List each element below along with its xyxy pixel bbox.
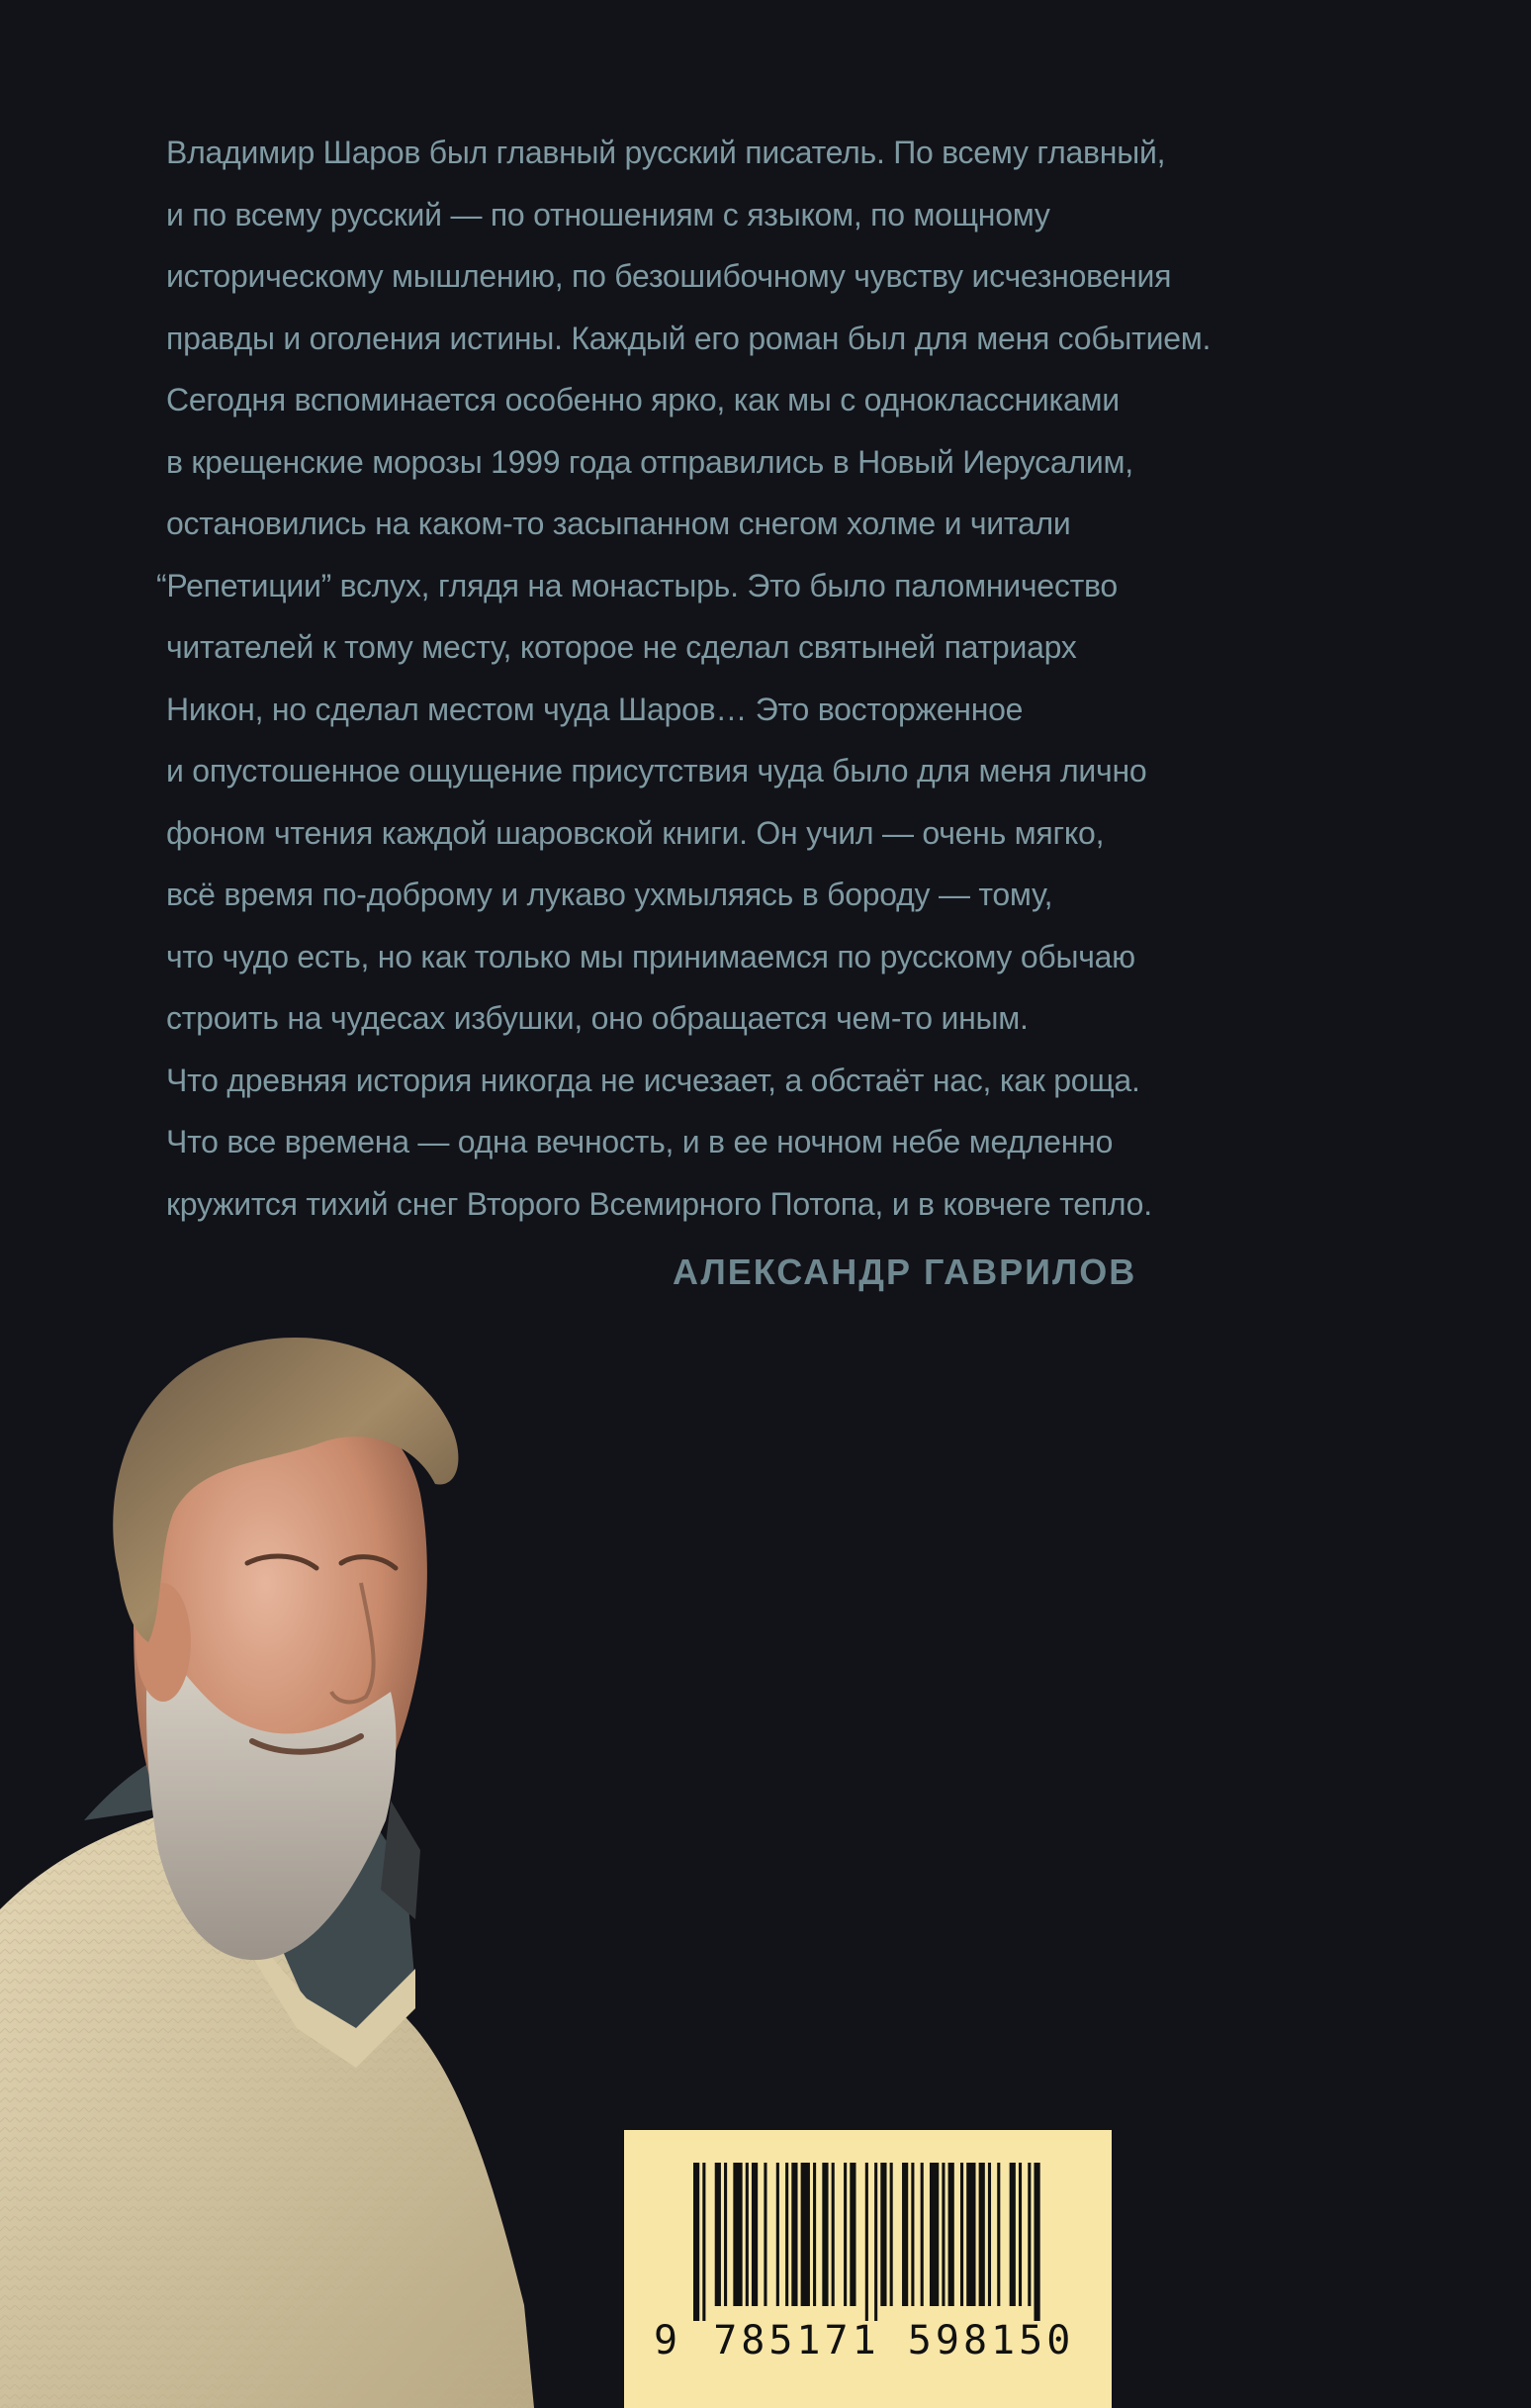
barcode-bar bbox=[850, 2163, 856, 2306]
barcode-bar bbox=[764, 2163, 766, 2306]
barcode-bar bbox=[997, 2163, 1000, 2306]
quote-line: в крещенские морозы 1999 года отправились в Новый Иерусалим, bbox=[166, 443, 1133, 480]
barcode-bar bbox=[733, 2163, 742, 2306]
barcode-bar bbox=[988, 2163, 991, 2306]
barcode-bar bbox=[1034, 2163, 1039, 2321]
barcode-bar bbox=[880, 2163, 886, 2306]
quote-line: “Репетиции” вслух, глядя на монастырь. Это было паломничество bbox=[156, 567, 1118, 603]
barcode-bar bbox=[801, 2163, 810, 2306]
barcode-bar bbox=[979, 2163, 985, 2306]
barcode-bar bbox=[844, 2163, 847, 2306]
quote-line: читателей к тому месту, которое не сделал святыней патриарх bbox=[166, 629, 1077, 665]
barcode-bar bbox=[693, 2163, 699, 2321]
quote-line: что чудо есть, но как только мы принимаемся по русскому обычаю bbox=[166, 938, 1135, 974]
barcode-bars bbox=[693, 2163, 1049, 2321]
barcode-bar bbox=[930, 2163, 939, 2306]
barcode-bar bbox=[724, 2163, 727, 2306]
barcode-bar bbox=[1010, 2163, 1016, 2306]
barcode-digit-group-1: 785171 bbox=[713, 2318, 880, 2363]
barcode-bar bbox=[746, 2163, 749, 2306]
quote-line: строить на чудесах избушки, оно обращается чем-то иным. bbox=[166, 1000, 1029, 1036]
barcode-bar bbox=[1019, 2163, 1022, 2306]
barcode-bar bbox=[902, 2163, 908, 2306]
quote-line: правды и оголения истины. Каждый его роман был для меня событием. bbox=[166, 320, 1212, 356]
barcode-bar bbox=[715, 2163, 721, 2306]
barcode-bar bbox=[942, 2163, 945, 2306]
barcode-lead-digit: 9 bbox=[654, 2318, 678, 2363]
barcode-bar bbox=[921, 2163, 924, 2306]
barcode-bar bbox=[785, 2163, 788, 2306]
barcode-bar bbox=[813, 2163, 816, 2306]
quote-line: Никон, но сделал местом чуда Шаров… Это восторженное bbox=[166, 691, 1024, 727]
barcode-bar bbox=[702, 2163, 705, 2321]
quote-text bbox=[156, 122, 1294, 1235]
barcode-bar bbox=[791, 2163, 797, 2306]
quote-line: Владимир Шаров был главный русский писатель. По всему главный, bbox=[166, 135, 1166, 170]
barcode-bar bbox=[874, 2163, 877, 2321]
quote-line: фоном чтения каждой шаровской книги. Он учил — очень мягко, bbox=[166, 814, 1105, 851]
barcode-bar bbox=[865, 2163, 868, 2321]
author-portrait-photo bbox=[0, 1316, 633, 2408]
barcode-bar bbox=[1028, 2163, 1031, 2306]
barcode-bar bbox=[911, 2163, 914, 2306]
quote-line: всё время по-доброму и лукаво ухмыляясь в бороду — тому, bbox=[166, 877, 1053, 912]
barcode-bar bbox=[948, 2163, 954, 2306]
quote-line: Сегодня вспоминается особенно ярко, как мы с одноклассниками bbox=[166, 382, 1120, 417]
barcode-bar bbox=[890, 2163, 893, 2306]
barcode-bar bbox=[822, 2163, 828, 2306]
barcode-bar bbox=[966, 2163, 975, 2306]
quote-line: кружится тихий снег Второго Всемирного Потопа, и в ковчеге тепло. bbox=[166, 1185, 1152, 1222]
barcode-bar bbox=[960, 2163, 963, 2306]
quote-line: и по всему русский — по отношениям с языком, по мощному bbox=[166, 196, 1050, 232]
isbn-barcode bbox=[624, 2130, 1112, 2408]
barcode-digit-group-2: 598150 bbox=[907, 2318, 1075, 2363]
quote-line: и опустошенное ощущение присутствия чуда было для меня лично bbox=[166, 753, 1147, 788]
quote-line: историческому мышлению, по безошибочному чувству исчезновения bbox=[166, 258, 1172, 294]
quote-author: АЛЕКСАНДР ГАВРИЛОВ bbox=[673, 1251, 1137, 1292]
barcode-digits bbox=[654, 2318, 1099, 2363]
barcode-bar bbox=[776, 2163, 779, 2306]
quote-line: Что древняя история никогда не исчезает, а обстаёт нас, как роща. bbox=[166, 1062, 1140, 1098]
barcode-bar bbox=[752, 2163, 758, 2306]
barcode-bar bbox=[832, 2163, 835, 2306]
quote-line: остановились на каком-то засыпанном снегом холме и читали bbox=[166, 506, 1071, 541]
quote-line: Что все времена — одна вечность, и в ее ночном небе медленно bbox=[166, 1124, 1114, 1159]
